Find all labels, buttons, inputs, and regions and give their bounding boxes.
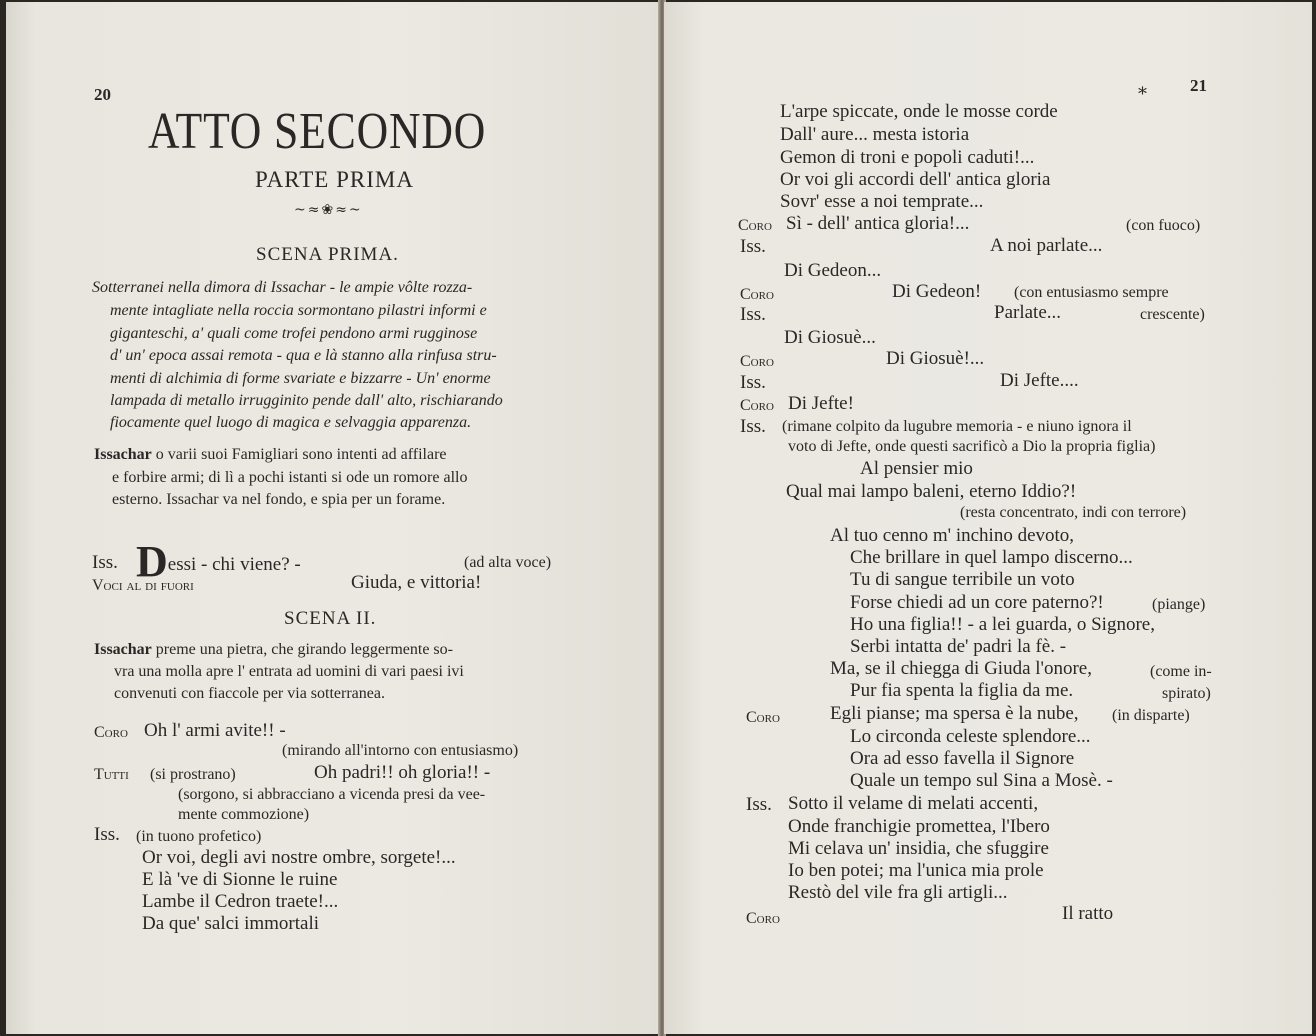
ornament-divider: ~≈❀≈~ [294, 202, 363, 218]
verse-line: Ora ad esso favella il Signore [850, 748, 1075, 769]
verse-line: Qual mai lampo baleni, eterno Iddio?! [786, 481, 1077, 502]
dialogue-line: Oh l' armi avite!! - [144, 720, 286, 741]
verse-line: Sovr' esse a noi temprate... [780, 191, 984, 212]
verse-line: Io ben potei; ma l'unica mia prole [788, 860, 1044, 881]
verse-line: Lambe il Cedron traete!... [142, 891, 339, 912]
stage-direction-inline: (si prostrano) [150, 766, 236, 783]
stage-direction-inline: (mirando all'intorno con entusiasmo) [282, 742, 519, 759]
speaker-iss: Iss. [740, 304, 766, 325]
stage-direction-line: convenuti con fiaccole per via sotterranea. [114, 685, 385, 702]
verse-line: Gemon di troni e popoli caduti!... [780, 147, 1035, 168]
dialogue-line: Di Jefte.... [1000, 370, 1079, 391]
stage-direction-line: d' un' epoca assai remota - qua e là stanno alla rinfusa stru- [110, 347, 497, 364]
stage-direction-line: giganteschi, a' quali come trofei pendono armi rugginose [110, 325, 478, 342]
verse-line: Sotto il velame di melati accenti, [788, 793, 1039, 814]
stage-direction-line: mente commozione) [178, 806, 310, 823]
verse-line: Or voi, degli avi nostre ombre, sorgete!... [142, 847, 456, 868]
stage-direction-inline: (resta concentrato, indi con terrore) [960, 504, 1187, 521]
page-number-left: 20 [94, 85, 111, 104]
stage-direction-line: preme una pietra, che girando leggermente so- [151, 641, 453, 658]
speaker-coro: Coro [746, 910, 780, 927]
verse-line: Egli pianse; ma spersa è la nube, [830, 703, 1079, 724]
stage-direction-line: lampada di metallo irrugginito pende dall' alto, rischiarando [110, 392, 503, 409]
dialogue-line [136, 537, 301, 586]
stage-direction-inline: (in tuono profetico) [136, 828, 262, 845]
speaker-coro: Coro [738, 217, 772, 234]
verse-line: Ho una figlia!! - a lei guarda, o Signore, [850, 614, 1155, 635]
verse-line: Forse chiedi ad un core paterno?! [850, 592, 1104, 613]
stage-direction-line: vra una molla apre l' entrata ad uomini di vari paesi ivi [114, 663, 464, 680]
stage-direction-2-first [94, 444, 447, 466]
part-title: PARTE PRIMA [255, 167, 414, 192]
verse-line: Pur fia spenta la figlia da me. [850, 680, 1074, 701]
stage-direction-line: voto di Jefte, onde questi sacrificò a Dio la propria figlia) [788, 438, 1156, 455]
stage-direction-line: (sorgono, si abbracciano a vicenda presi da vee- [178, 786, 486, 803]
verse-line: Al pensier mio [860, 458, 973, 479]
dialogue-line: Oh padri!! oh gloria!! - [314, 762, 491, 783]
verse-line: Onde franchigie promettea, l'Ibero [788, 816, 1050, 837]
stage-direction-inline: (con entusiasmo sempre [1014, 284, 1169, 301]
verse-line: Che brillare in quel lampo discerno... [850, 547, 1133, 568]
dialogue-line: Di Gedeon! [892, 281, 982, 302]
scene1-title: SCENA PRIMA. [256, 244, 399, 265]
stage-direction-line: esterno. Issachar va nel fondo, e spia per un forame. [112, 491, 446, 508]
verse-line: L'arpe spiccate, onde le mosse corde [780, 101, 1058, 122]
verse-line: Quale un tempo sul Sina a Mosè. - [850, 770, 1113, 791]
verse-line: Al tuo cenno m' inchino devoto, [830, 525, 1075, 546]
page-number-right: 21 [1190, 76, 1207, 95]
speaker-iss: Iss. [740, 416, 766, 437]
verse-line: Mi celava un' insidia, che sfuggire [788, 838, 1049, 859]
dialogue-line: Sì - dell' antica gloria!... [786, 213, 970, 234]
verse-line: Or voi gli accordi dell' antica gloria [780, 169, 1051, 190]
verse-line: E là 've di Sionne le ruine [142, 869, 338, 890]
speaker-tutti: Tutti [94, 766, 129, 783]
speaker-coro: Coro [740, 397, 774, 414]
dialogue-text: essi - chi viene? - [167, 554, 301, 575]
stage-direction-inline: (come in- [1150, 663, 1212, 680]
character-name-issachar: Issachar [94, 641, 152, 658]
stage-direction-line: e forbire armi; di lì a pochi istanti si ode un romore allo [112, 469, 468, 486]
stage-direction-inline: (ad alta voce) [464, 554, 552, 571]
left-page [6, 2, 660, 1034]
dialogue-line: Di Jefte! [788, 393, 854, 414]
dialogue-line: Parlate... [994, 302, 1062, 323]
stage-direction-line: fiocamente quel luogo di magica e selvaggia apparenza. [110, 414, 472, 431]
speaker-iss: Iss. [740, 372, 766, 393]
dialogue-line: Il ratto [1062, 903, 1114, 924]
stage-direction-inline: (piange) [1152, 596, 1206, 613]
speaker-iss: Iss. [94, 824, 120, 845]
stage-direction-line: (rimane colpito da lugubre memoria - e niuno ignora il [782, 418, 1132, 435]
speaker-coro: Coro [740, 286, 774, 303]
stage-direction-line: mente intagliate nella roccia sormontano pilastri informi e [110, 302, 487, 319]
speaker-coro: Coro [94, 724, 128, 741]
verse-line: Tu di sangue terribile un voto [850, 569, 1075, 590]
verse-line: Ma, se il chiegga di Giuda l'onore, [830, 658, 1092, 679]
speaker-iss: Iss. [92, 552, 118, 573]
dialogue-line: Di Giosuè!... [886, 348, 985, 369]
speaker-iss: Iss. [740, 236, 766, 257]
speaker-voci: Voci al di fuori [92, 577, 194, 594]
right-page [664, 2, 1312, 1034]
drop-cap: D [136, 537, 168, 586]
verse-line: Lo circonda celeste splendore... [850, 726, 1091, 747]
verse-line: Dall' aure... mesta istoria [780, 124, 970, 145]
stage-direction-line: o varii suoi Famigliari sono intenti ad affilare [151, 446, 447, 463]
stage-direction-inline: spirato) [1162, 685, 1211, 702]
verse-line: Restò del vile fra gli artigli... [788, 882, 1008, 903]
stage-direction-inline: (in disparte) [1112, 707, 1190, 724]
corner-mark: ⁎ [1138, 78, 1147, 99]
dialogue-line: Giuda, e vittoria! [351, 572, 482, 593]
stage-direction-inline: (con fuoco) [1126, 217, 1201, 234]
dialogue-line: A noi parlate... [990, 235, 1103, 256]
speaker-iss: Iss. [746, 794, 772, 815]
stage-direction-inline: crescente) [1140, 306, 1205, 323]
speaker-coro: Coro [740, 353, 774, 370]
speaker-coro: Coro [746, 709, 780, 726]
act-title: ATTO SECONDO [148, 103, 487, 160]
verse-line: Serbi intatta de' padri la fè. - [850, 636, 1067, 657]
scene2-title: SCENA II. [284, 608, 377, 629]
stage-direction-line: menti di alchimia di forme svariate e bizzarre - Un' enorme [110, 370, 491, 387]
dialogue-line: Di Giosuè... [784, 327, 876, 348]
character-name-issachar: Issachar [94, 446, 152, 463]
stage-direction-3-first [94, 639, 453, 661]
verse-line: Da que' salci immortali [142, 913, 320, 934]
stage-direction-line: Sotterranei nella dimora di Issachar - le ampie vôlte rozza- [92, 279, 473, 296]
dialogue-line: Di Gedeon... [784, 260, 882, 281]
